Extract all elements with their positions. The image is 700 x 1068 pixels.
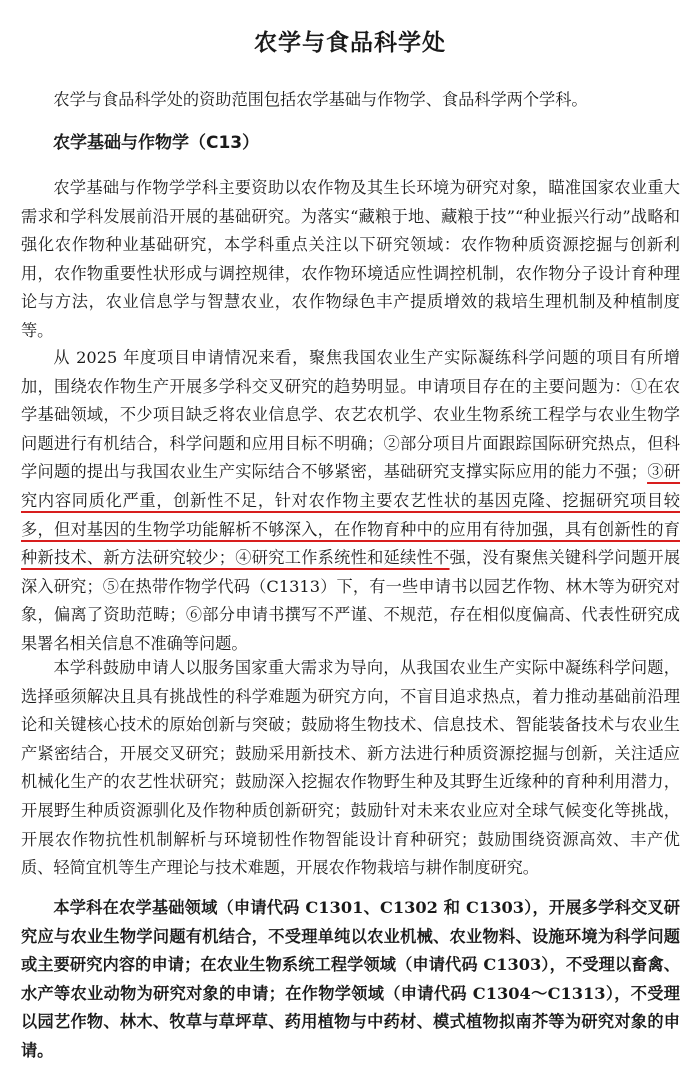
page-title: 农学与食品科学处 (254, 30, 446, 56)
paragraph-research-scope: 农学基础与作物学学科主要资助以农作物及其生长环境为研究对象，瞄准国家农业重大需求和学科发展前沿开展的基础研究。为落实“藏粮于地、藏粮于技”“种业振兴行动”战略和强化农作物种业基础研究，本学科重点关注以下研究领域：农作物种质资源挖掘与创新利用，农作物重要性状形成与调控规律，农作物环境适应性调控机制，农作物分子设计育种理论与方法，农业信息学与智慧农业，农作物绿色丰产提质增效的栽培生理机制及种植制度等。 (21, 178, 680, 340)
paragraph-exclusions: 本学科在农学基础领域（申请代码 C1301、C1302 和 C1303），开展多学科交叉研究应与农业生物学问题有机结合，不受理单纯以农业机械、农业物料、设施环境为科学问题或主要研究内容的申请；在农业生物系统工程学领域（申请代码 C1303），不受理以畜禽、水产等农业动物为研究对象的申请；在作物学领域（申请代码 C1304～C1313），不受理以园艺作物、林木、牧草与草坪草、药用植物与中药材、模式植物拟南芥等为研究对象的申请。 (21, 898, 680, 1060)
intro-paragraph: 农学与食品科学处的资助范围包括农学基础与作物学、食品科学两个学科。 (53, 90, 588, 109)
paragraph-application-issues (21, 344, 680, 659)
highlighted-issues-text: ③研究内容同质化严重，创新性不足，针对农作物主要农艺性状的基因克隆、挖掘研究项目较多，但对基因的生物学功能解析不够深入，在作物育种中的应用有待加强，具有创新性的育种新技术、新方法研究较少；④研究工作系统性和延续性不 (21, 462, 681, 568)
issues-text-before: 从 2025 年度项目申请情况来看，聚焦我国农业生产实际凝练科学问题的项目有所增加，围绕农作物生产开展多学科交叉研究的趋势明显。申请项目存在的主要问题为：①在农学基础领域，不少项目缺乏将农业信息学、农艺农机学、农业生物系统工程学与农业生物学问题进行有机结合，科学问题和应用目标不明确；②部分项目片面跟踪国际研究热点，但科学问题的提出与我国农业生产实际结合不够紧密，基础研究支撑实际应用的能力不强； (21, 348, 680, 482)
paragraph-encouragement: 本学科鼓励申请人以服务国家重大需求为导向，从我国农业生产实际中凝练科学问题，选择亟须解决且具有挑战性的科学难题为研究方向，不盲目追求热点，着力推动基础前沿理论和关键核心技术的原始创新与突破；鼓励将生物技术、信息技术、智能装备技术与农业生产紧密结合，开展交叉研究；鼓励采用新技术、新方法进行种质资源挖掘与创新，关注适应机械化生产的农艺性状研究；鼓励深入挖掘农作物野生种及其野生近缘种的育种利用潜力，开展野生种质资源驯化及作物种质创新研究；鼓励针对未来农业应对全球气候变化等挑战，开展农作物抗性机制解析与环境韧性作物智能设计育种研究；鼓励围绕资源高效、丰产优质、轻简宜机等生产理论与技术难题，开展农作物栽培与耕作制度研究。 (21, 658, 680, 878)
section-heading: 农学基础与作物学（C13） (53, 133, 260, 153)
issues-text-after: 强，没有聚焦关键科学问题开展深入研究；⑤在热带作物学代码（C1313）下，有一些申请书以园艺作物、林木等为研究对象，偏离了资助范畴；⑥部分申请书撰写不严谨、不规范，存在相似度偏高、代表性研究成果署名相关信息不准确等问题。 (21, 548, 681, 653)
